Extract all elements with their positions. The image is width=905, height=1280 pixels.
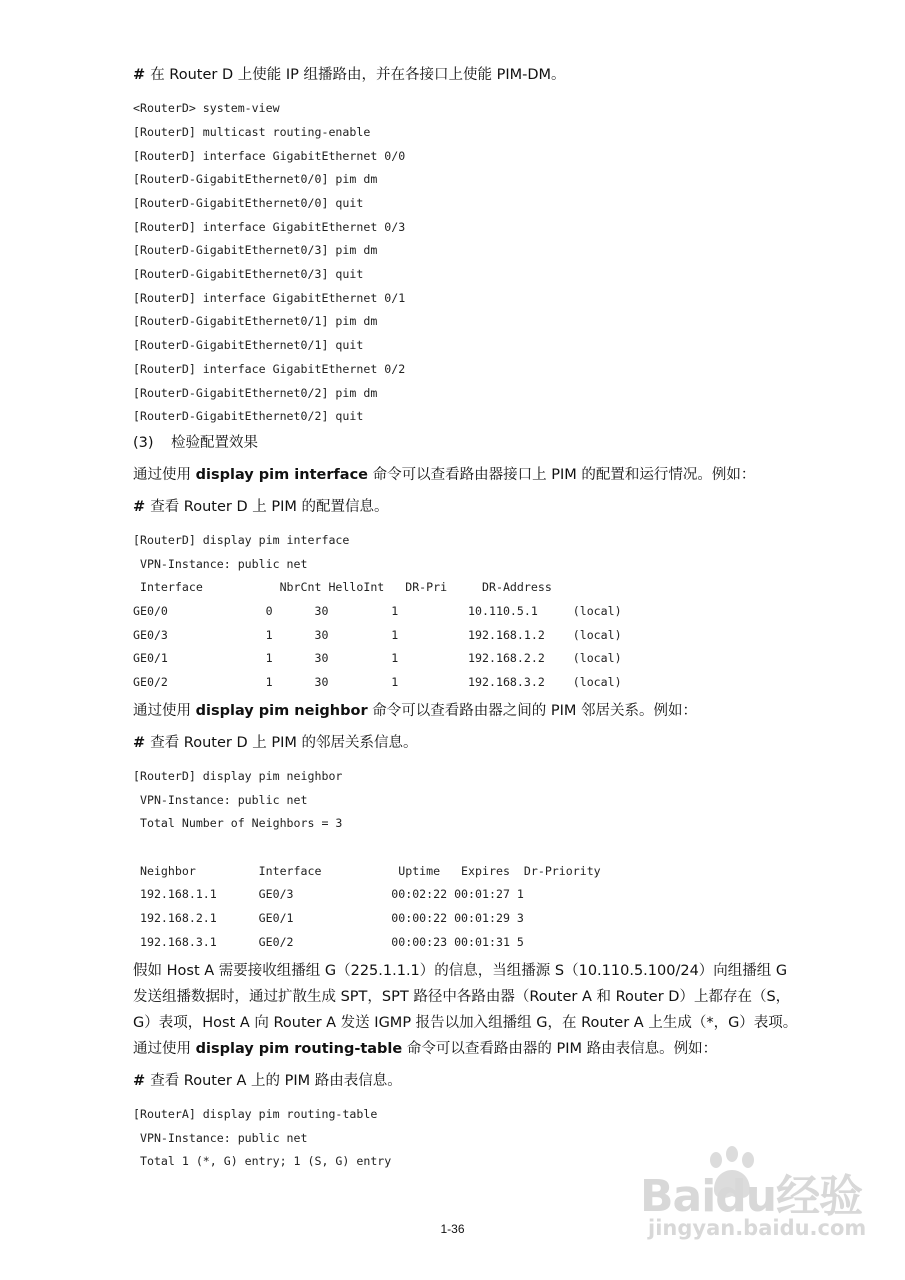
- section-heading-verify: (3) 检验配置效果: [133, 435, 258, 451]
- code-line: [RouterD] display pim neighbor: [133, 769, 343, 783]
- code-line: [RouterD-GigabitEthernet0/1] pim dm: [133, 314, 378, 328]
- step-heading-pim-neighbor: # 查看 Router D 上 PIM 的邻居关系信息。: [133, 735, 418, 751]
- paragraph-display-pim-routing-table: 通过使用 display pim routing-table 命令可以查看路由器的 PIM 路由表信息。例如：: [133, 1041, 718, 1057]
- code-line: [RouterD-GigabitEthernet0/0] quit: [133, 196, 364, 210]
- code-line: [RouterD-GigabitEthernet0/2] quit: [133, 409, 364, 423]
- code-line: 192.168.3.1 GE0/2 00:00:23 00:01:31 5: [133, 935, 524, 949]
- code-line: [RouterD] interface GigabitEthernet 0/0: [133, 149, 406, 163]
- watermark-url: jingyan.baidu.com: [648, 1216, 867, 1240]
- page-number: 1-36: [440, 1222, 465, 1236]
- code-line: [RouterD-GigabitEthernet0/3] quit: [133, 267, 364, 281]
- code-line: Neighbor Interface Uptime Expires Dr-Priority: [133, 864, 601, 878]
- code-line: [RouterD] display pim interface: [133, 533, 350, 547]
- code-line: <RouterD> system-view: [133, 101, 280, 115]
- paragraph-display-pim-neighbor: 通过使用 display pim neighbor 命令可以查看路由器之间的 PIM 邻居关系。例如：: [133, 703, 697, 719]
- step-heading-enable-pim: # 在 Router D 上使能 IP 组播路由，并在各接口上使能 PIM-DM。: [133, 67, 566, 83]
- code-line: GE0/3 1 30 1 192.168.1.2 (local): [133, 628, 622, 642]
- code-line: GE0/1 1 30 1 192.168.2.2 (local): [133, 651, 622, 665]
- code-line: [RouterD-GigabitEthernet0/2] pim dm: [133, 386, 378, 400]
- code-line: [RouterD] multicast routing-enable: [133, 125, 371, 139]
- baidu-jingyan-watermark: [640, 1138, 870, 1248]
- step-heading-pim-config: # 查看 Router D 上 PIM 的配置信息。: [133, 499, 389, 515]
- code-line: [RouterD-GigabitEthernet0/3] pim dm: [133, 243, 378, 257]
- code-line: [RouterD] interface GigabitEthernet 0/3: [133, 220, 406, 234]
- code-line: [RouterA] display pim routing-table: [133, 1107, 378, 1121]
- code-line: GE0/2 1 30 1 192.168.3.2 (local): [133, 675, 622, 689]
- code-line: VPN-Instance: public net: [133, 793, 308, 807]
- code-line: [RouterD-GigabitEthernet0/1] quit: [133, 338, 364, 352]
- paragraph-display-pim-interface: 通过使用 display pim interface 命令可以查看路由器接口上 PIM 的配置和运行情况。例如：: [133, 467, 756, 483]
- code-line: VPN-Instance: public net: [133, 557, 308, 571]
- code-line: 192.168.2.1 GE0/1 00:00:22 00:01:29 3: [133, 911, 524, 925]
- code-line: [RouterD-GigabitEthernet0/0] pim dm: [133, 172, 378, 186]
- paragraph-line: 发送组播数据时，通过扩散生成 SPT，SPT 路径中各路由器（Router A 和 Router D）上都存在（S，: [133, 989, 791, 1005]
- code-line: 192.168.1.1 GE0/3 00:02:22 00:01:27 1: [133, 887, 524, 901]
- code-line: Total Number of Neighbors = 3: [133, 816, 343, 830]
- code-line: [RouterD] interface GigabitEthernet 0/2: [133, 362, 406, 376]
- code-line: GE0/0 0 30 1 10.110.5.1 (local): [133, 604, 622, 618]
- code-line: Interface NbrCnt HelloInt DR-Pri DR-Address: [133, 580, 552, 594]
- code-line: Total 1 (*, G) entry; 1 (S, G) entry: [133, 1154, 392, 1168]
- paragraph-line: 假如 Host A 需要接收组播组 G（225.1.1.1）的信息，当组播源 S（10.110.5.100/24）向组播组 G: [133, 963, 788, 979]
- step-heading-pim-routing-table: # 查看 Router A 上的 PIM 路由表信息。: [133, 1073, 402, 1089]
- code-line: VPN-Instance: public net: [133, 1131, 308, 1145]
- code-line: [RouterD] interface GigabitEthernet 0/1: [133, 291, 406, 305]
- paragraph-line: G）表项，Host A 向 Router A 发送 IGMP 报告以加入组播组 G，在 Router A 上生成（*，G）表项。: [133, 1015, 798, 1031]
- watermark-brand: Baidu经验: [640, 1171, 863, 1222]
